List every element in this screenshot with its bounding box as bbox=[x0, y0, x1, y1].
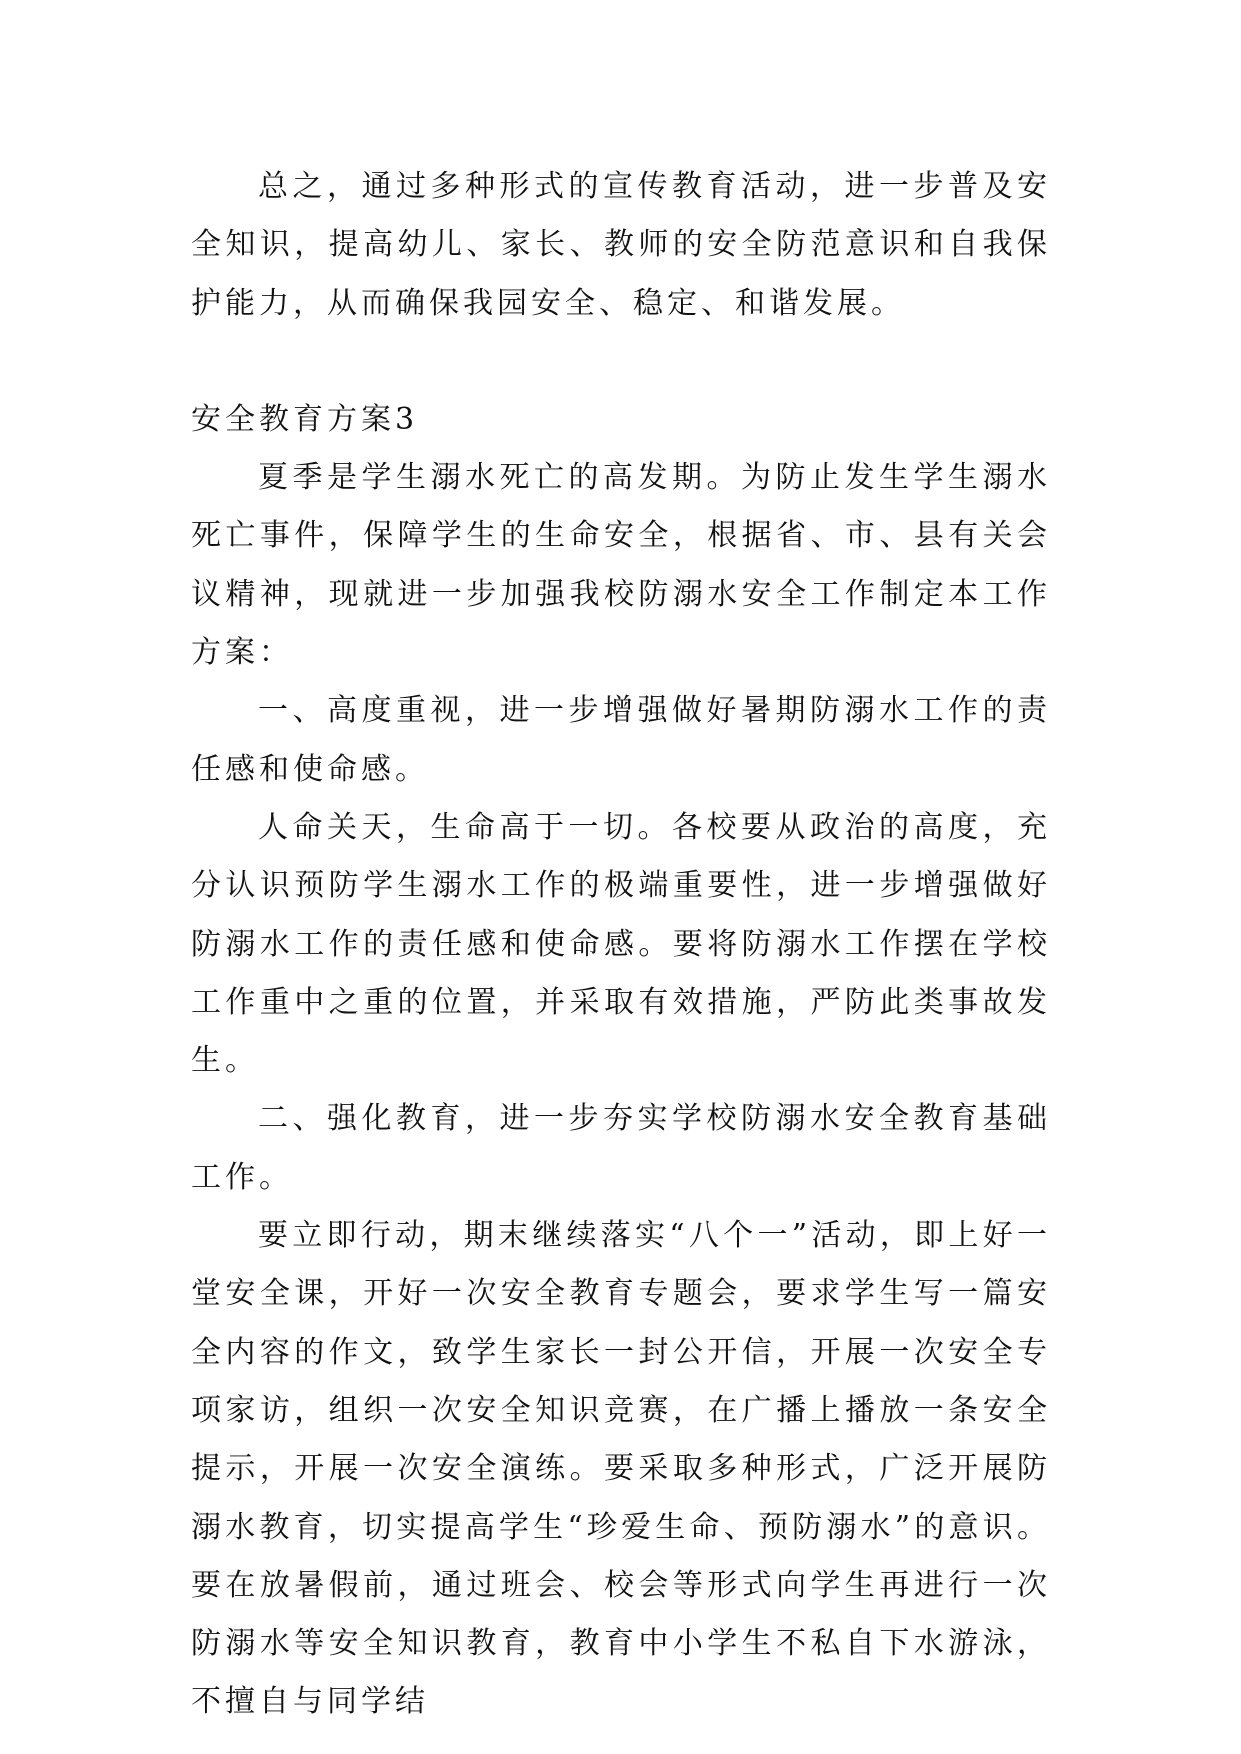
body-paragraph-point-1-detail: 人命关天，生命高于一切。各校要从政治的高度，充分认识预防学生溺水工作的极端重要性，进一步增强做好防溺水工作的责任感和使命感。要将防溺水工作摆在学校工作重中之重的位置，并采取有效措施，严防此类事故发生。 bbox=[191, 809, 1051, 1079]
body-paragraph-point-2: 二、强化教育，进一步夯实学校防溺水安全教育基础工作。 bbox=[191, 1101, 1051, 1195]
paragraph-spacer bbox=[191, 333, 1051, 391]
closing-paragraph: 总之，通过多种形式的宣传教育活动，进一步普及安全知识，提高幼儿、家长、教师的安全防范意识和自我保护能力，从而确保我园安全、稳定、和谐发展。 bbox=[191, 169, 1051, 321]
section-title: 安全教育方案3 bbox=[191, 401, 419, 437]
document-body bbox=[191, 158, 1051, 1732]
body-paragraph-point-1: 一、高度重视，进一步增强做好暑期防溺水工作的责任感和使命感。 bbox=[191, 693, 1051, 787]
body-paragraph-point-2-detail: 要立即行动，期末继续落实“八个一”活动，即上好一堂安全课，开好一次安全教育专题会，要求学生写一篇安全内容的作文，致学生家长一封公开信，开展一次安全专项家访，组织一次安全知识竞赛，在广播上播放一条安全提示，开展一次安全演练。要采取多种形式，广泛开展防溺水教育，切实提高学生“珍爱生命、预防溺水”的意识。要在放暑假前，通过班会、校会等形式向学生再进行一次防溺水等安全知识教育，教育中小学生不私自下水游泳，不擅自与同学结 bbox=[191, 1218, 1051, 1720]
body-paragraph-intro: 夏季是学生溺水死亡的高发期。为防止发生学生溺水死亡事件，保障学生的生命安全，根据省、市、县有关会议精神，现就进一步加强我校防溺水安全工作制定本工作方案： bbox=[191, 460, 1051, 671]
